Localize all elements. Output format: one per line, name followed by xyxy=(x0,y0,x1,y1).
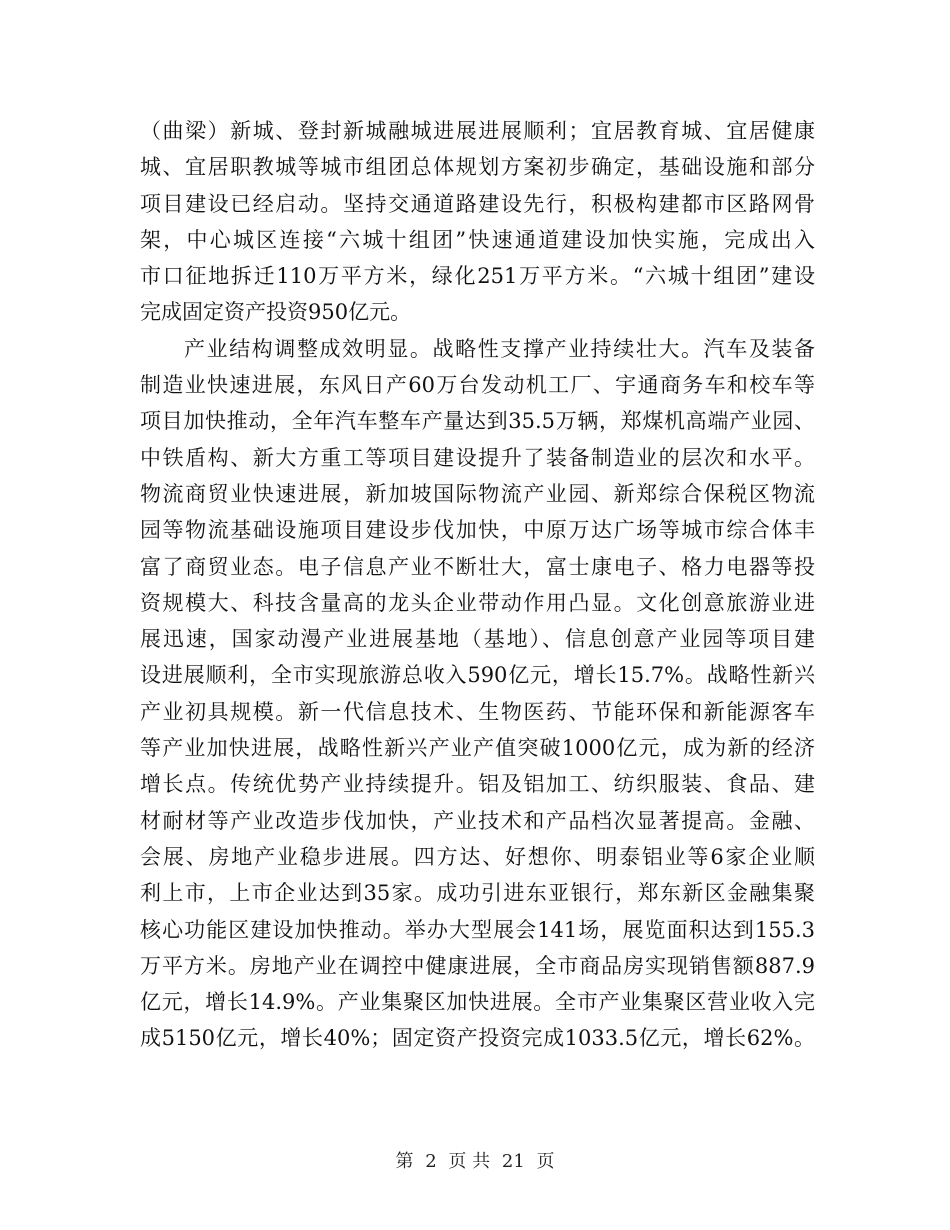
text-line: 富了商贸业态。电子信息产业不断壮大，富士康电子、格力电器等投 xyxy=(140,554,815,579)
text-line: 万平方米。房地产业在调控中健康进展，全市商品房实现销售额887.9 xyxy=(140,953,815,978)
text-line: 项目加快推动，全年汽车整车产量达到35.5万辆，郑煤机高端产业园、 xyxy=(140,409,815,434)
footer-prefix: 第 xyxy=(395,1151,414,1172)
page-body xyxy=(140,113,815,1057)
text-line: 会展、房地产业稳步进展。四方达、好想你、明泰铝业等6家企业顺 xyxy=(140,844,815,869)
text-line: 制造业快速进展，东风日产60万台发动机工厂、宇通商务车和校车等 xyxy=(140,373,815,398)
text-line: 项目建设已经启动。坚持交通道路建设先行，积极构建都市区路网骨 xyxy=(140,191,815,216)
text-line: 市口征地拆迁110万平方米，绿化251万平方米。“六城十组团”建设 xyxy=(140,264,815,289)
text-line: 架，中心城区连接“六城十组团”快速通道建设加快实施，完成出入 xyxy=(140,227,815,252)
text-line: 资规模大、科技含量高的龙头企业带动作用凸显。文化创意旅游业进 xyxy=(140,590,815,615)
paragraph-first-line: 产业结构调整成效明显。战略性支撑产业持续壮大。汽车及装备 xyxy=(184,336,815,361)
text-line: 完成固定资产投资950亿元。 xyxy=(140,300,412,325)
text-line: （曲梁）新城、登封新城融城进展进展顺利；宜居教育城、宜居健康 xyxy=(140,119,815,143)
text-line: 核心功能区建设加快推动。举办大型展会141场，展览面积达到155.3 xyxy=(140,917,815,942)
text-line: 等产业加快进展，战略性新兴产业产值突破1000亿元，成为新的经济 xyxy=(140,736,815,761)
footer-suffix: 页 xyxy=(536,1151,555,1172)
text-line: 增长点。传统优势产业持续提升。铝及铝加工、纺织服装、食品、建 xyxy=(140,772,815,797)
text-line: 产业初具规模。新一代信息技术、生物医药、节能环保和新能源客车 xyxy=(140,699,815,724)
text-line: 材耐材等产业改造步伐加快，产业技术和产品档次显著提高。金融、 xyxy=(140,808,815,833)
page-footer xyxy=(0,1150,950,1174)
text-line: 利上市，上市企业达到35家。成功引进东亚银行，郑东新区金融集聚 xyxy=(140,881,815,906)
text-line: 物流商贸业快速进展，新加坡国际物流产业园、新郑综合保税区物流 xyxy=(140,481,815,506)
text-line: 园等物流基础设施项目建设步伐加快，中原万达广场等城市综合体丰 xyxy=(140,518,815,543)
page-number: 2 xyxy=(425,1151,437,1172)
text-line: 城、宜居职教城等城市组团总体规划方案初步确定，基础设施和部分 xyxy=(140,155,815,180)
text-line: 中铁盾构、新大方重工等项目建设提升了装备制造业的层次和水平。 xyxy=(140,445,815,470)
text-line: 亿元，增长14.9%。产业集聚区加快进展。全市产业集聚区营业收入完 xyxy=(140,990,815,1015)
text-line: 成5150亿元，增长40%；固定资产投资完成1033.5亿元，增长62%。 xyxy=(140,1026,815,1051)
text-line: 设进展顺利，全市实现旅游总收入590亿元，增长15.7%。战略性新兴 xyxy=(140,663,815,688)
footer-middle: 页 共 xyxy=(448,1151,491,1172)
page-total: 21 xyxy=(501,1151,525,1172)
text-line: 展迅速，国家动漫产业进展基地（基地）、信息创意产业园等项目建 xyxy=(140,627,815,652)
